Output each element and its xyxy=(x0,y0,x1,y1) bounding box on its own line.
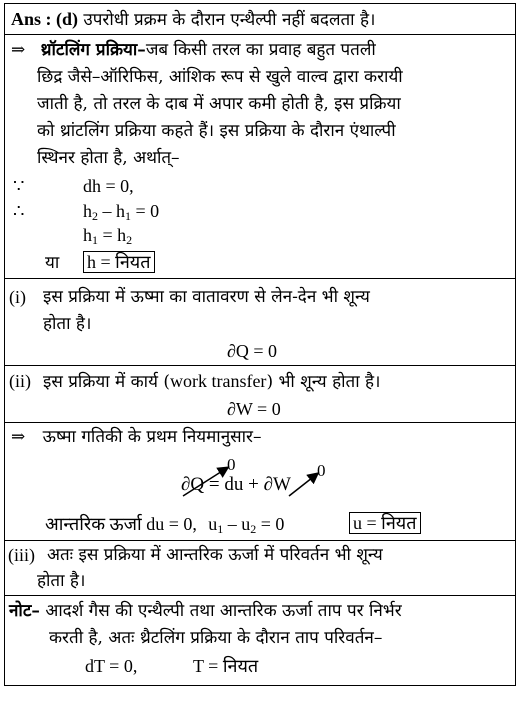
note-label: नोट– xyxy=(9,601,40,621)
throttle-line-1 xyxy=(11,39,376,61)
throttle-heading: थ्रॉटलिंग प्रक्रिया– xyxy=(40,40,146,60)
answer-line xyxy=(11,8,375,31)
divider xyxy=(5,365,515,366)
item-ii-number: (ii) xyxy=(9,371,31,391)
item-i-number: (i) xyxy=(9,287,26,307)
divider xyxy=(5,34,515,35)
h-constant: h = नियत xyxy=(83,251,155,273)
divider xyxy=(5,278,515,279)
cancel-arrow-dw xyxy=(289,474,317,496)
equation-dq: ∂Q = 0 xyxy=(227,341,278,361)
throttle-line-5: स्थिनर होता है, अर्थात्– xyxy=(37,148,180,168)
zero-label-dq: 0 xyxy=(227,455,236,474)
item-i-line-1: इस प्रक्रिया में ऊष्मा का वातावरण से लेन-देन भी शून्य xyxy=(43,287,370,307)
note-line-1 xyxy=(9,600,402,622)
h-constant-box xyxy=(83,251,155,273)
item-iii-line-2: होता है। xyxy=(37,571,86,591)
note-text-1: आदर्श गैस की एन्थैल्पी तथा आन्तरिक ऊर्जा ताप पर निर्भर xyxy=(45,601,402,621)
throttle-line-3: जाती है, तो तरल के दाब में अपार कमी होती है, इस प्रक्रिया xyxy=(37,94,401,114)
item-i-line-2: होता है। xyxy=(43,314,92,334)
answer-text: उपरोधी प्रक्रम के दौरान एन्थैल्पी नहीं बदलता है। xyxy=(83,10,376,30)
answer-label: Ans : (d) xyxy=(11,9,79,29)
item-ii-line-1 xyxy=(43,370,380,393)
implies-arrow-icon: ⇒ xyxy=(11,40,26,60)
equation-h2-h1: $h_2 - h_1 = 0$ xyxy=(83,201,160,223)
internal-energy-text: आन्तरिक ऊर्जा du = 0, xyxy=(45,514,197,534)
zero-label-dw: 0 xyxy=(317,461,326,480)
note-line-2: करती है, अतः थ्रैटलिंग प्रक्रिया के दौरान ताप परिवर्तन– xyxy=(49,628,383,648)
divider xyxy=(5,540,515,541)
equation-dt: dT = 0, xyxy=(85,656,138,676)
dq-term: ∂Q xyxy=(181,474,205,495)
throttle-line-2: छिद्र जैसे–ऑरिफिस, आंशिक रूप से खुले वाल्व द्वारा करायी xyxy=(37,67,403,87)
equation-dh: dh = 0, xyxy=(83,176,134,196)
dw-term: ∂W xyxy=(263,474,291,495)
answer-box xyxy=(4,3,516,686)
item-iii-line-1: अतः इस प्रक्रिया में आन्तरिक ऊर्जा में परिवर्तन भी शून्य xyxy=(47,545,383,565)
u1-u2-expression: $u_1 - u_2 = 0$ xyxy=(208,514,285,536)
equation-h1-h2: $h_1 = h_2$ xyxy=(83,225,133,247)
therefore-symbol: ∴ xyxy=(13,201,25,221)
u-diff-value: = 0 xyxy=(260,514,285,534)
cancel-arrow-dq xyxy=(183,468,227,496)
cancel-arrows xyxy=(5,444,517,524)
equation-dw: ∂W = 0 xyxy=(227,399,281,419)
equation-t-constant: T = नियत xyxy=(193,656,259,676)
throttle-text: जब किसी तरल का प्रवाह बहुत पतली xyxy=(145,40,376,60)
internal-energy-line xyxy=(45,513,284,536)
divider xyxy=(5,595,515,596)
u-constant-box xyxy=(349,512,421,534)
u-constant: u = नियत xyxy=(349,512,421,534)
first-law-mid: = du + xyxy=(204,474,264,495)
since-symbol: ∵ xyxy=(13,176,25,196)
item-ii-text-a: इस प्रक्रिया में कार्य ( xyxy=(43,372,170,392)
ya-word: या xyxy=(45,253,60,273)
first-law-text: ऊष्मा गतिकी के प्रथम नियमानुसार– xyxy=(42,427,262,447)
implies-arrow-icon: ⇒ xyxy=(11,427,26,447)
item-iii-number: (iii) xyxy=(8,545,35,565)
item-ii-text-c: ) भी शून्य होता है। xyxy=(266,372,381,392)
divider xyxy=(5,422,515,423)
throttle-line-4: को थ्रांटलिंग प्रक्रिया कहते हैं। इस प्रक्रिया के दौरान एंथाल्पी xyxy=(37,121,396,141)
item-ii-text-english: work transfer xyxy=(169,371,267,391)
